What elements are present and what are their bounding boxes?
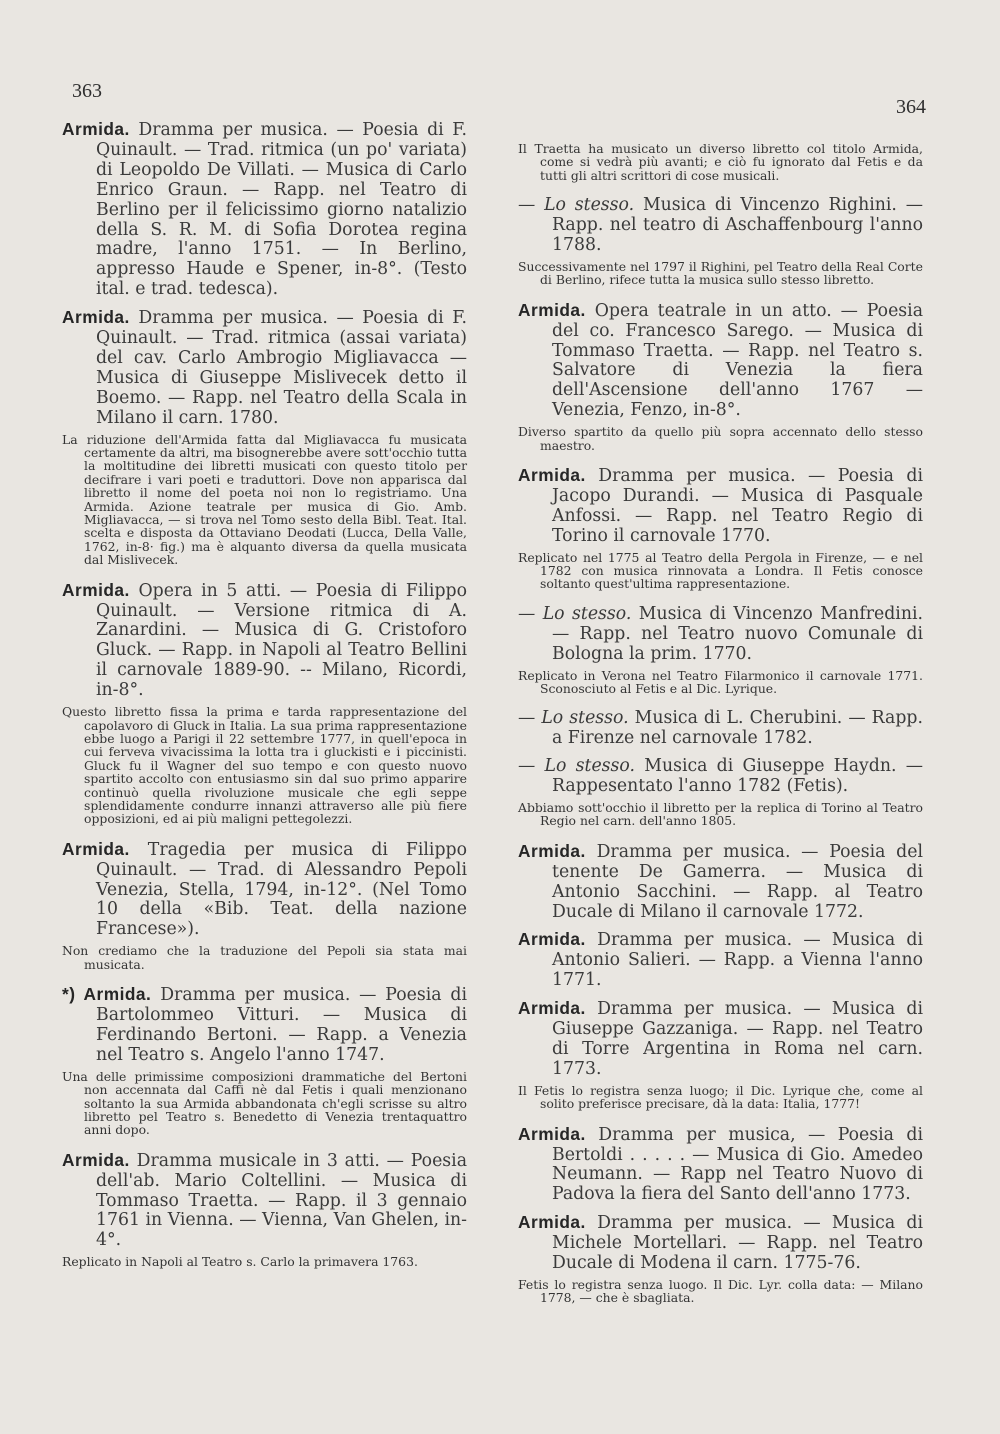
entry-text: Dramma per musica, — Poesia di Bertoldi . . . . . — Musica di Gio. Amedeo Neumann. — Rapp nel Teatro Nuovo di Padova la fiera del Santo dell'anno 1773.	[552, 1124, 923, 1205]
entry-headword: Armida.	[62, 579, 130, 600]
entry-body	[62, 1151, 467, 1252]
catalog-entry	[518, 930, 923, 991]
entry-text: Musica di L. Cherubini. — Rapp. a Firenze nel carnovale 1782.	[552, 708, 923, 749]
entry-headword: Armida.	[518, 998, 586, 1019]
catalog-entry	[62, 308, 467, 567]
entry-body	[62, 120, 467, 300]
entry-text: Dramma per musica. — Poesia di Jacopo Durandi. — Musica di Pasquale Anfossi. — Rapp. nel Teatro Regio di Torino il carnovale 1770.	[552, 466, 923, 546]
catalog-entry	[518, 1213, 923, 1305]
entry-headword: Armida.	[62, 307, 130, 328]
entry-body	[518, 709, 923, 749]
entry-text: Dramma per musica. — Musica di Antonio Salieri. — Rapp. a Vienna l'anno 1771.	[552, 930, 923, 991]
catalog-entry	[518, 842, 923, 923]
entry-headword: Armida.	[518, 299, 586, 320]
entry-body	[62, 840, 467, 941]
entry-note: Il Traetta ha musicato un diverso libretto col titolo Armida, come si vedrà più avanti; e ciò fu ignorato dal Fetis e da tutti gli altri scrittori di cose musicali.	[518, 141, 923, 183]
entry-body	[518, 757, 923, 797]
entry-headword: Armida.	[62, 1149, 130, 1170]
catalog-entry	[62, 1151, 467, 1269]
entry-headword: Armida.	[62, 838, 130, 859]
entry-body	[518, 1213, 923, 1274]
entry-body	[518, 930, 923, 991]
entry-text: Dramma musicale in 3 atti. — Poesia dell'ab. Mario Coltellini. — Musica di Tommaso Traetta. — Rapp. il 3 gennaio 1761 in Vienna. — Vienna, Van Ghelen, in-4°.	[96, 1150, 467, 1251]
catalog-entry	[518, 757, 923, 828]
entry-note: Questo libretto fissa la prima e tarda rappresentazione del capolavoro di Gluck in Italia. La sua prima rappresentazione ebbe luogo a Parigi il 22 settembre 1777, in quell'epoca in cui ferveva vivacissima la lotta tra i gluckisti e i piccinisti. Gluck fu il Wagner del suo tempo e con questo nuovo spartito accolto con entusiasmo sin dal suo primo apparire continuò quella rivoluzione musicale che egli seppe splendidamente condurre innanzi attraverso alle più fiere opposizioni, ed ai più maligni pettegolezzi.	[62, 704, 467, 827]
entry-body	[518, 301, 923, 421]
entry-headword: Armida.	[62, 119, 130, 139]
entry-note: Replicato in Verona nel Teatro Filarmonico il carnovale 1771. Sconosciuto al Fetis e al Dic. Lyrique.	[518, 667, 923, 696]
entry-text: Dramma per musica. — Musica di Michele Mortellari. — Rapp. nel Teatro Ducale di Modena il carn. 1775-76.	[552, 1213, 923, 1274]
entry-note: Replicato nel 1775 al Teatro della Pergola in Firenze, — e nel 1782 con musica rinnovata a Londra. Il Fetis conosce soltanto quest'ultima rappresentazione.	[518, 549, 923, 592]
entry-headword: Armida.	[518, 465, 586, 485]
entry-body	[62, 985, 467, 1066]
catalog-entry	[518, 999, 923, 1110]
entry-text: Dramma per musica. — Poesia di Bartolommeo Vitturi. — Musica di Ferdinando Bertoni. — Rapp. a Venezia nel Teatro s. Angelo l'anno 1747.	[96, 985, 468, 1065]
catalog-entry	[518, 605, 923, 696]
entry-headword: Armida.	[518, 1123, 586, 1144]
catalog-entry	[62, 120, 467, 300]
entry-body	[518, 466, 923, 547]
catalog-entry	[62, 985, 467, 1137]
page-number-right: 364	[896, 96, 926, 118]
entry-headword: Armida.	[518, 1212, 586, 1233]
catalog-entry	[518, 196, 923, 287]
entry-text: Opera teatrale in un atto. — Poesia del co. Francesco Sarego. — Musica di Tommaso Traetta. — Rapp. nel Teatro s. Salvatore di Venezia la fiera dell'Ascensione dell'anno 1767 — Venezia, Fenzo, in-8°.	[552, 300, 923, 421]
entry-headword: *) Armida.	[62, 984, 152, 1005]
entry-text: Musica di Vincenzo Manfredini. — Rapp. nel Teatro nuovo Comunale di Bologna la prim. 1770.	[552, 603, 923, 664]
left-column	[62, 120, 467, 1283]
catalog-entry	[62, 581, 467, 826]
entry-text: Dramma per musica. — Poesia di F. Quinault. — Trad. ritmica (assai variata) del cav. Carlo Ambrogio Migliavacca — Musica di Giuseppe Mislivecek detto il Boemo. — Rapp. nel Teatro della Scala in Milano il carn. 1780.	[96, 308, 467, 428]
right-column	[518, 138, 923, 1319]
entry-text: Tragedia per musica di Filippo Quinault. — Trad. di Alessandro Pepoli Venezia, Stella, 1794, in-12°. (Nel Tomo 10 della «Bib. Teat. della nazione Francese»).	[96, 839, 467, 940]
entry-headword: — Lo stesso.	[518, 195, 635, 216]
catalog-entry	[518, 142, 923, 182]
entry-body	[518, 999, 923, 1080]
entry-note: Abbiamo sott'occhio il libretto per la replica di Torino al Teatro Regio nel carn. dell'anno 1805.	[518, 800, 923, 829]
entry-text: Musica di Giuseppe Haydn. — Rappesentato l'anno 1782 (Fetis).	[552, 756, 923, 797]
entry-headword: — Lo stesso.	[518, 603, 632, 624]
entry-note: Successivamente nel 1797 il Righini, pel Teatro della Real Corte di Berlino, rifece tutta la musica sullo stesso libretto.	[518, 258, 923, 288]
entry-text: Musica di Vincenzo Righini. — Rapp. nel teatro di Aschaffenbourg l'anno 1788.	[552, 195, 923, 256]
page-number-left: 363	[72, 80, 102, 102]
entry-headword: Armida.	[518, 929, 586, 950]
entry-note: Non crediamo che la traduzione del Pepoli sia stata mai musicata.	[62, 943, 467, 972]
catalog-entry	[518, 1125, 923, 1206]
entry-text: Dramma per musica. — Poesia del tenente De Gamerra. — Musica di Antonio Sacchini. — Rapp. al Teatro Ducale di Milano il carnovale 1772.	[552, 841, 923, 922]
entry-text: Dramma per musica. — Musica di Giuseppe Gazzaniga. — Rapp. nel Teatro di Torre Argentina in Roma nel carn. 1773.	[552, 999, 923, 1079]
entry-note: Replicato in Napoli al Teatro s. Carlo la primavera 1763.	[62, 1254, 418, 1270]
entry-note: Fetis lo registra senza luogo. Il Dic. Lyr. colla data: — Milano 1778, — che è sbagliata.	[518, 1276, 923, 1306]
entry-note: Una delle primissime composizioni drammatiche del Bertoni non accennata dal Caffi nè dal Fetis i quali menzionano soltanto la sua Armida abbandonata ch'egli scrisse su altro libretto pel Teatro s. Benedetto di Venezia trentaquattro anni dopo.	[62, 1068, 467, 1138]
entry-headword: — Lo stesso.	[518, 756, 636, 777]
entry-body	[518, 1125, 923, 1206]
entry-note: La riduzione dell'Armida fatta dal Migliavacca fu musicata certamente da altri, ma bisognerebbe avere sott'occhio tutta la moltitudine dei libretti musicati con questo titolo per decifrare i vari poeti e traduttori. Dove non apparisca dal libretto il nome del poeta noi non lo registriamo. Una Armida. Azione teatrale per musica di Gio. Amb. Migliavacca, — si trova nel Tomo sesto della Bibl. Teat. Ital. scelta e disposta da Ottaviano Deodati (Lucca, Della Valle, 1762, in-8· fig.) ma è alquanto diversa da quella musicata dal Mislivecek.	[62, 431, 467, 568]
catalog-entry	[518, 466, 923, 591]
entry-body	[518, 605, 923, 665]
catalog-entry	[518, 301, 923, 452]
catalog-entry	[518, 709, 923, 749]
catalog-entry	[62, 840, 467, 971]
entry-text: Dramma per musica. — Poesia di F. Quinault. — Trad. ritmica (un po' variata) di Leopoldo De Villati. — Musica di Carlo Enrico Graun. — Rapp. nel Teatro di Berlino per il felicissimo giorno natalizio della S. R. M. di Sofia Dorotea regina madre, l'anno 1751. — In Berlino, appresso Haude e Spener, in-8°. (Testo ital. e trad. tedesca).	[96, 120, 467, 300]
entry-text: Opera in 5 atti. — Poesia di Filippo Quinault. — Versione ritmica di A. Zanardini. — Musica di G. Cristoforo Gluck. — Rapp. in Napoli al Teatro Bellini il carnovale 1889-90. -- Milano, Ricordi, in-8°.	[96, 580, 467, 701]
entry-body	[518, 196, 923, 256]
entry-headword: — Lo stesso.	[518, 708, 629, 729]
entry-note: Diverso spartito da quello più sopra accennato dello stesso maestro.	[518, 424, 923, 453]
entry-headword: Armida.	[518, 840, 586, 861]
entry-body	[518, 842, 923, 923]
entry-body	[62, 581, 467, 701]
entry-note: Il Fetis lo registra senza luogo; il Dic. Lyrique che, come al solito preferisce precisare, dà la data: Italia, 1777!	[518, 1082, 923, 1112]
entry-body	[62, 308, 467, 428]
